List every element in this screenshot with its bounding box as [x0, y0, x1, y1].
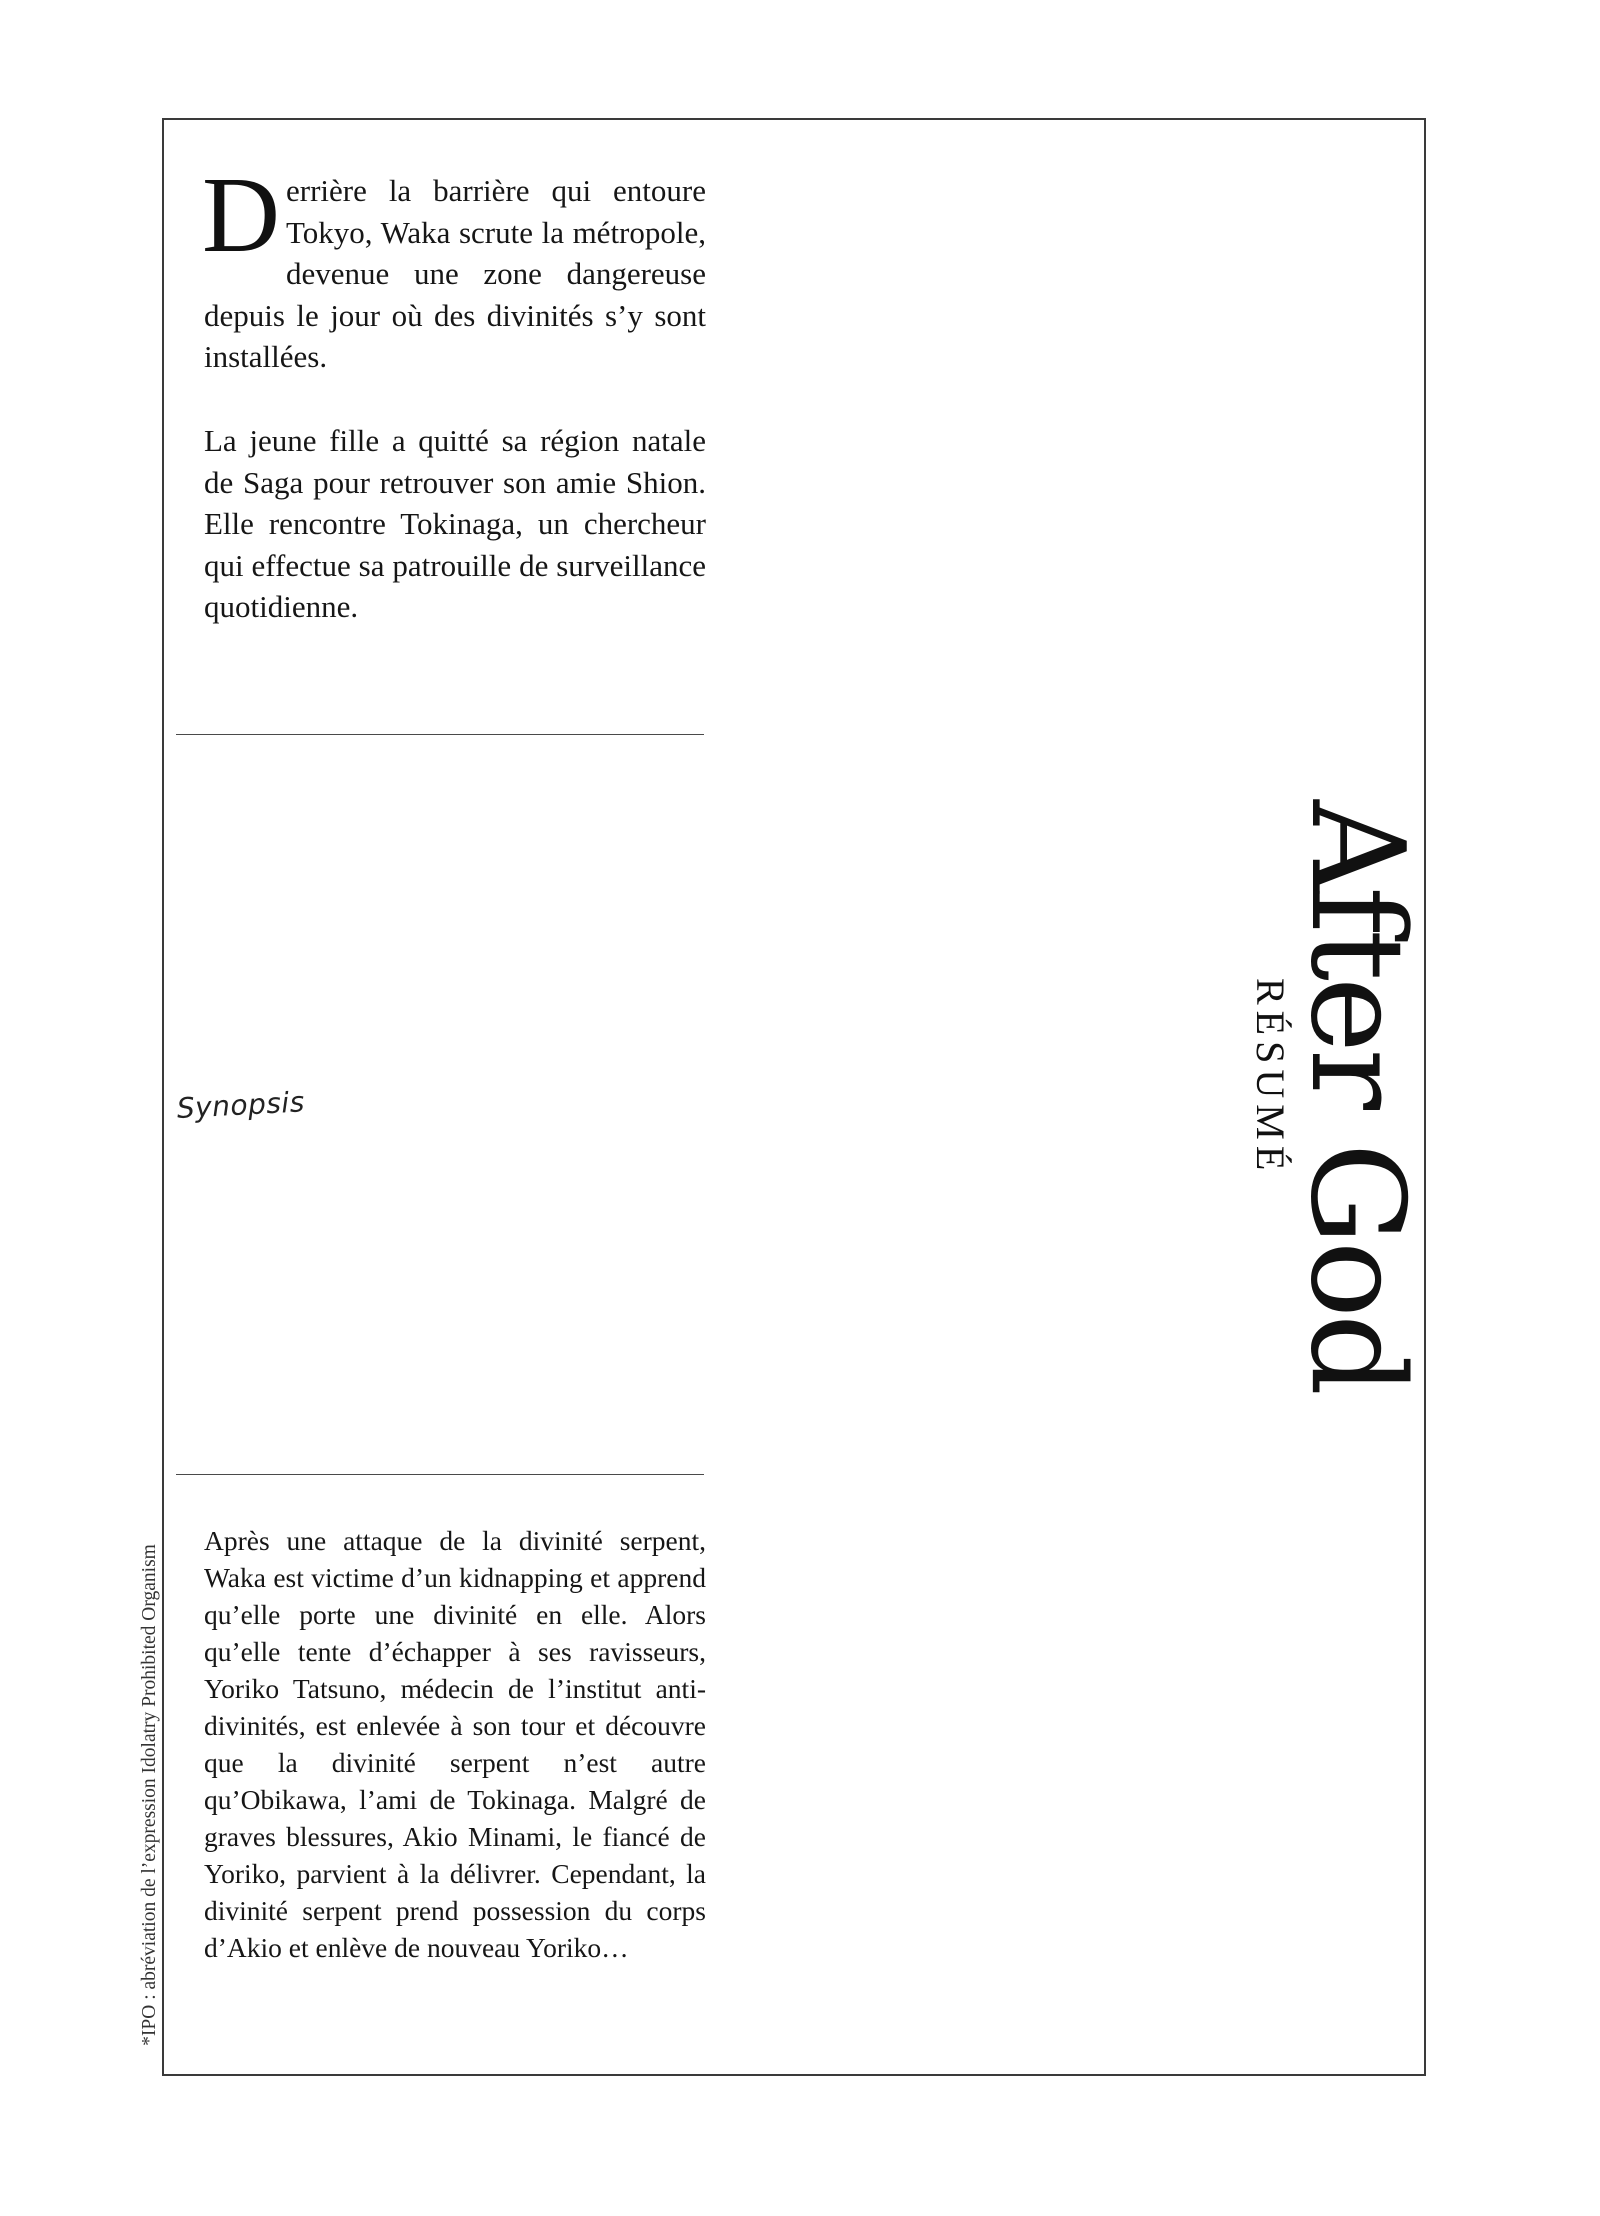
drop-cap: D [202, 156, 280, 275]
paragraph-intro-text: errière la barrière qui entoure Tokyo, Waka scrute la métropole, devenue une zone dangereuse depuis le jour où des divinités s’y sont installées. [204, 173, 706, 374]
logo-subtitle: RÉSUMÉ [1248, 978, 1293, 1177]
paragraph-intro [202, 156, 706, 378]
divider-top [176, 734, 704, 735]
logo-title: After God [1282, 800, 1431, 1392]
paragraph-recap: Après une attaque de la divinité serpent, Waka est victime d’un kidnapping et apprend qu’elle porte une divinité en elle. Alors qu’elle tente d’échapper à ses ravisseurs, Yoriko Tatsuno, médecin de l’institut anti-divinités, est enlevée à son tour et découvre que la divinité serpent n’est autre qu’Obikawa, l’ami de Tokinaga. Malgré de graves blessures, Akio Minami, le fiancé de Yoriko, parvient à la délivrer. Cependant, la divinité serpent prend possession du corps d’Akio et enlève de nouveau Yoriko… [204, 1525, 706, 1963]
footnote-vertical: *IPO : abréviation de l’expression Idolatry Prohibited Organism [139, 1544, 160, 2046]
after-god-logo [1240, 800, 1431, 1392]
divider-bottom [176, 1474, 704, 1475]
paragraph-second: La jeune fille a quitté sa région natale de Saga pour retrouver son amie Shion. Elle rencontre Tokinaga, un chercheur qui effectue sa patrouille de surveillance quotidienne. [204, 423, 706, 624]
synopsis-label: Synopsis [176, 1085, 306, 1125]
